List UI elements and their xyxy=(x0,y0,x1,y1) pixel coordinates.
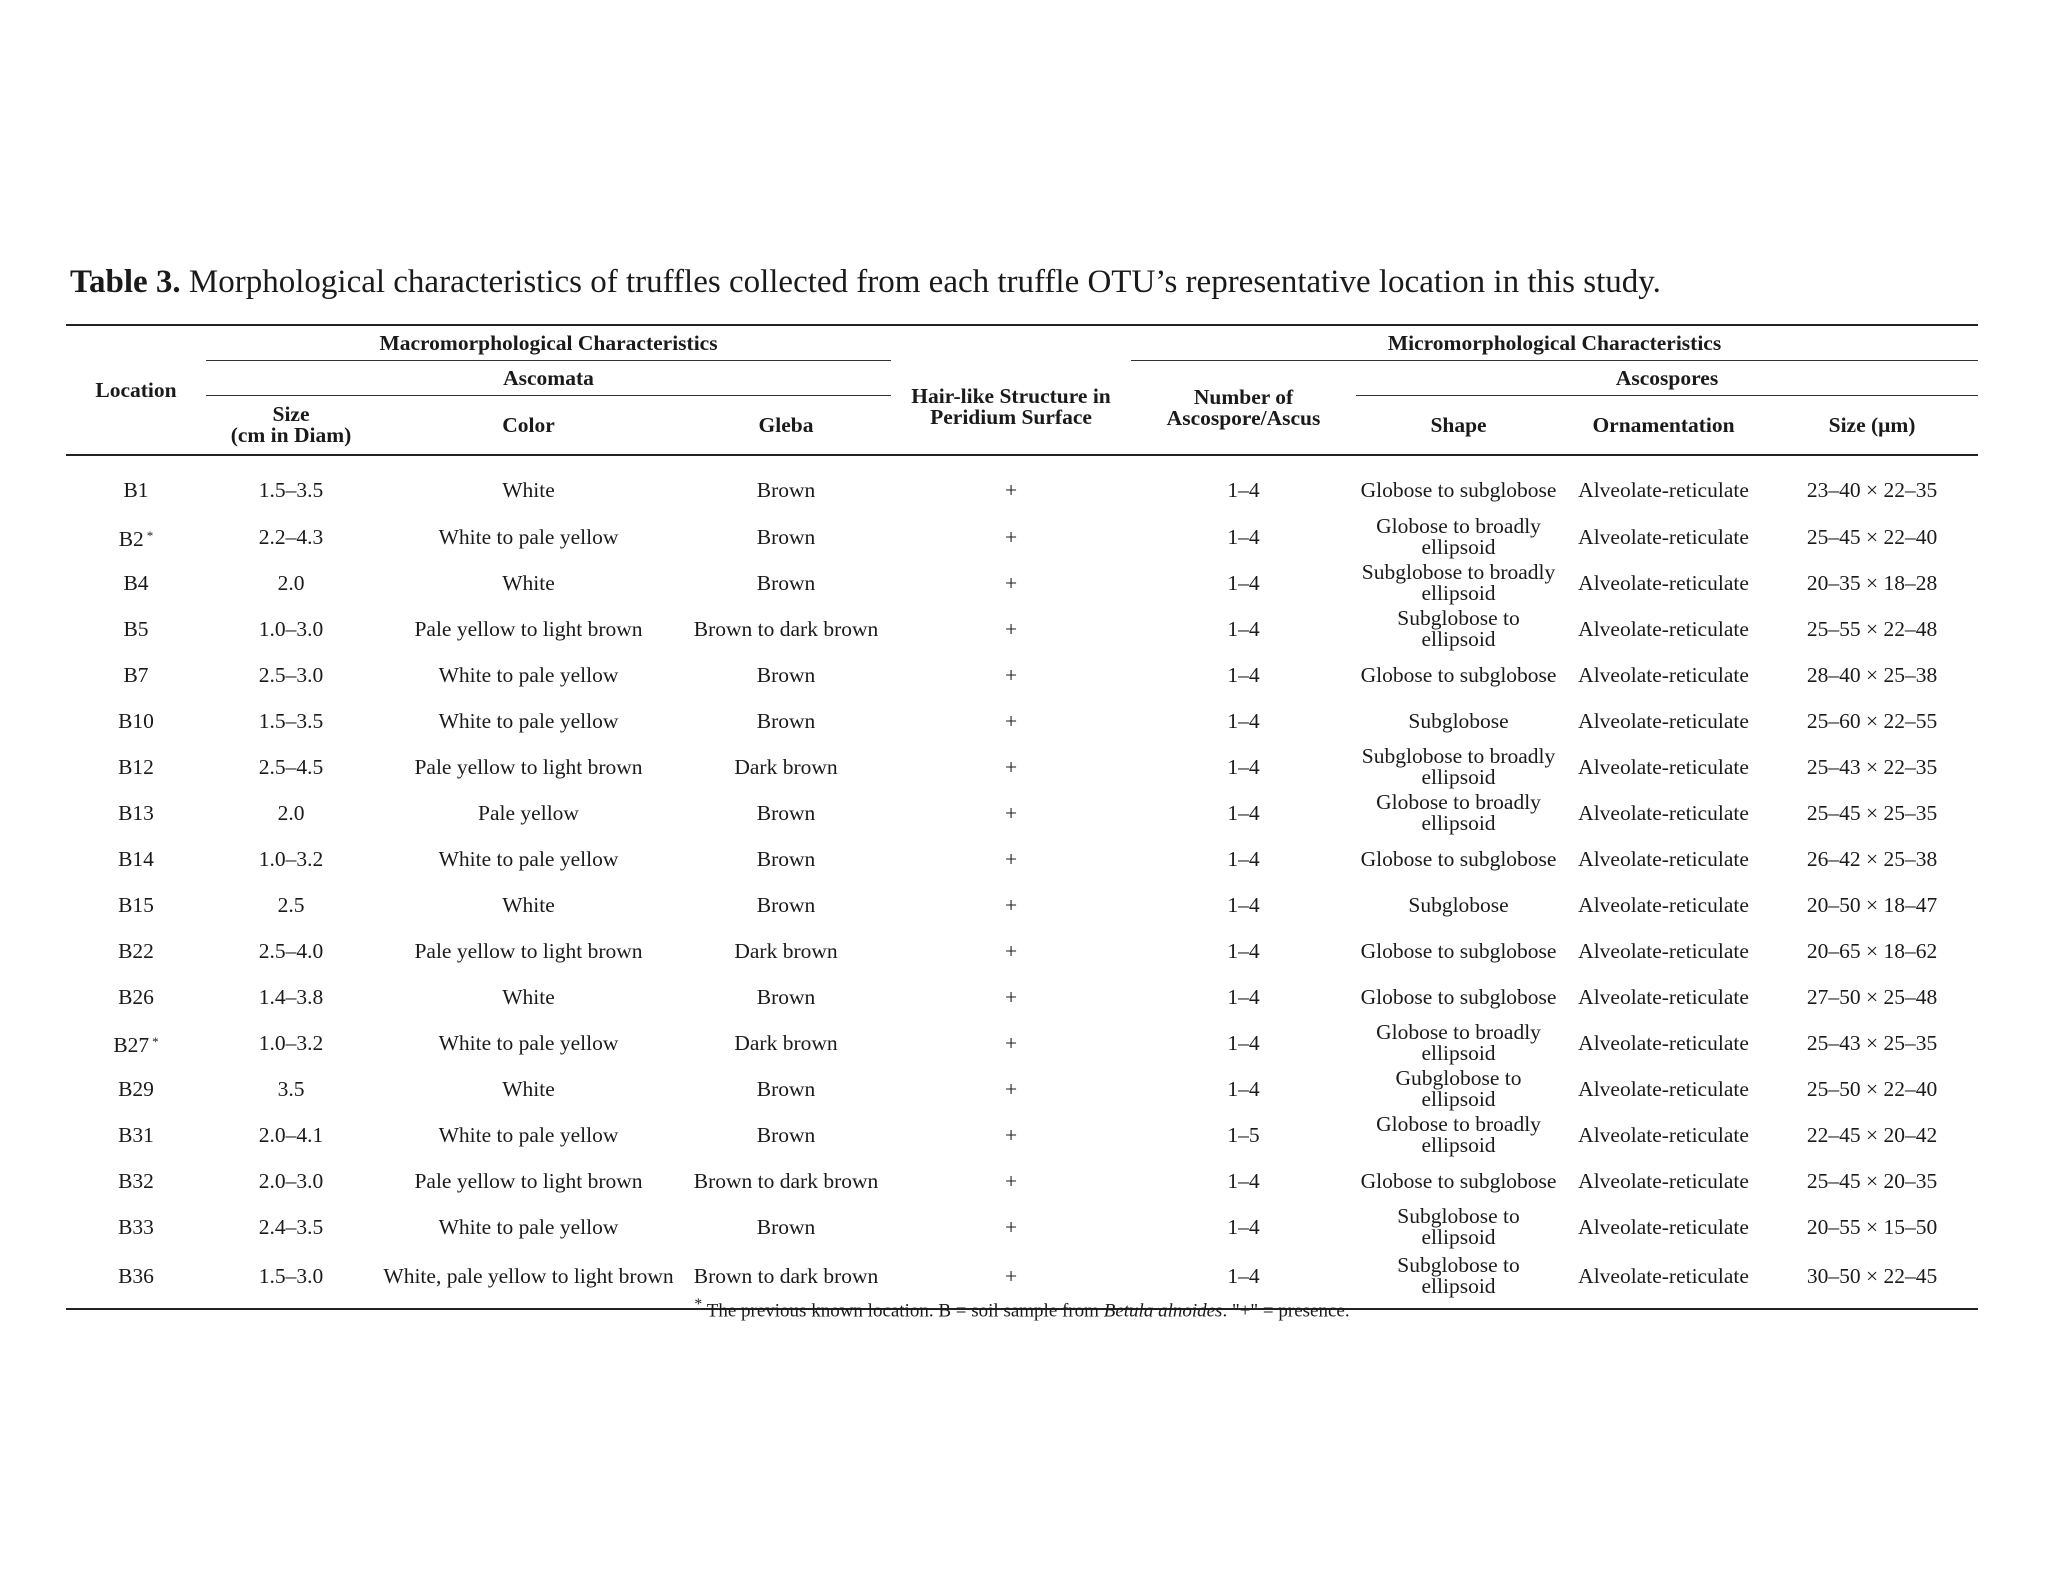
header-size-cm-line1: Size xyxy=(272,402,310,426)
cell-ornamentation: Alveolate-reticulate xyxy=(1578,1030,1749,1055)
cell-size-um: 25–43 × 25–35 xyxy=(1806,1030,1938,1055)
cell-color: White xyxy=(502,570,555,595)
cell-size-cm: 1.0–3.2 xyxy=(258,846,324,871)
cell-size-cm: 2.5–4.0 xyxy=(258,938,324,963)
known-location-mark: * xyxy=(146,527,154,543)
cell-hair: + xyxy=(1004,616,1018,641)
cell-size-um: 20–65 × 18–62 xyxy=(1806,938,1938,963)
cell-location xyxy=(66,606,206,652)
cell-size-um: 25–43 × 22–35 xyxy=(1806,754,1938,779)
table-row xyxy=(66,1020,1978,1066)
cell-location xyxy=(66,974,206,1020)
table-row xyxy=(66,652,1978,698)
cell-shape: Subglobose to ellipsoid xyxy=(1397,606,1520,651)
cell-size-um: 20–55 × 15–50 xyxy=(1806,1214,1938,1239)
cell-location xyxy=(66,744,206,790)
cell-number: 1–4 xyxy=(1227,754,1260,779)
cell-size-um: 25–50 × 22–40 xyxy=(1806,1076,1938,1101)
table-row xyxy=(66,928,1978,974)
header-hair: Hair-like Structure in Peridium Surface xyxy=(891,361,1131,456)
cell-shape: Subglobose xyxy=(1408,708,1509,733)
cell-ornamentation: Alveolate-reticulate xyxy=(1578,616,1749,641)
table-caption xyxy=(70,262,1990,302)
cell-number: 1–4 xyxy=(1227,1168,1260,1193)
cell-size-cm: 1.5–3.0 xyxy=(206,1250,376,1309)
header-ascospores: Ascospores xyxy=(1356,361,1978,396)
table-row xyxy=(66,882,1978,928)
cell-shape: Globose to subglobose xyxy=(1360,984,1557,1009)
cell-size-um: 25–45 × 20–35 xyxy=(1806,1168,1938,1193)
header-macro: Macromorphological Characteristics xyxy=(206,325,891,361)
cell-ornamentation: Alveolate-reticulate xyxy=(1578,1076,1749,1101)
cell-color: Pale yellow to light brown xyxy=(414,938,643,963)
cell-size-um: 20–35 × 18–28 xyxy=(1806,570,1938,595)
table-row xyxy=(66,790,1978,836)
location-label: B29 xyxy=(118,1076,154,1101)
cell-shape: Subglobose to broadly ellipsoid xyxy=(1361,560,1556,605)
location-label: B32 xyxy=(118,1168,154,1193)
location-label: B7 xyxy=(123,662,149,687)
location-label: B26 xyxy=(118,984,154,1009)
cell-hair: + xyxy=(1004,892,1018,917)
location-label: B15 xyxy=(118,892,154,917)
cell-number: 1–4 xyxy=(1227,616,1260,641)
cell-number: 1–4 xyxy=(1227,800,1260,825)
footnote-text-after: . "+" = presence. xyxy=(1222,1300,1350,1322)
cell-number: 1–4 xyxy=(1227,662,1260,687)
cell-gleba: Brown xyxy=(756,800,816,825)
location-label: B12 xyxy=(118,754,154,779)
cell-shape: Globose to subglobose xyxy=(1360,938,1557,963)
cell-size-um: 25–55 × 22–48 xyxy=(1806,616,1938,641)
header-size-cm-line2: (cm in Diam) xyxy=(230,423,352,447)
cell-number: 1–4 xyxy=(1227,1030,1260,1055)
cell-number: 1–4 xyxy=(1227,477,1260,502)
cell-color: Pale yellow to light brown xyxy=(414,1168,643,1193)
cell-color: White to pale yellow xyxy=(438,1030,619,1055)
header-gap xyxy=(891,325,1131,361)
cell-size-cm: 1.5–3.5 xyxy=(258,477,324,502)
location-label: B33 xyxy=(118,1214,154,1239)
cell-location xyxy=(66,560,206,606)
cell-gleba: Brown xyxy=(756,524,816,549)
cell-shape: Globose to broadly ellipsoid xyxy=(1376,514,1541,559)
location-label: B22 xyxy=(118,938,154,963)
cell-shape: Globose to subglobose xyxy=(1360,846,1557,871)
cell-number: 1–4 xyxy=(1227,708,1260,733)
cell-gleba: Brown xyxy=(756,1076,816,1101)
cell-size-cm: 2.4–3.5 xyxy=(258,1214,324,1239)
cell-shape: Globose to subglobose xyxy=(1360,662,1557,687)
location-label: B27 xyxy=(113,1032,150,1057)
cell-gleba: Brown to dark brown xyxy=(693,1168,879,1193)
cell-size-um: 26–42 × 25–38 xyxy=(1806,846,1938,871)
cell-size-cm: 3.5 xyxy=(277,1076,305,1101)
cell-color: White to pale yellow xyxy=(438,524,619,549)
footnote-mark: * xyxy=(694,1296,703,1313)
location-label: B31 xyxy=(118,1122,154,1147)
cell-size-cm: 1.5–3.5 xyxy=(258,708,324,733)
cell-location xyxy=(66,1204,206,1250)
cell-hair: + xyxy=(1004,570,1018,595)
cell-color: Pale yellow xyxy=(478,800,579,825)
location-label: B5 xyxy=(123,616,149,641)
cell-gleba: Brown to dark brown xyxy=(681,1250,891,1309)
cell-size-cm: 2.0–4.1 xyxy=(258,1122,324,1147)
location-label: B1 xyxy=(123,477,149,502)
header-ascomata: Ascomata xyxy=(206,361,891,396)
header-size-um: Size (μm) xyxy=(1766,396,1978,456)
location-label: B13 xyxy=(118,800,154,825)
cell-hair: + xyxy=(1004,938,1018,963)
cell-gleba: Brown xyxy=(756,984,816,1009)
cell-hair: + xyxy=(1004,984,1018,1009)
header-color: Color xyxy=(376,396,681,456)
location-label: B4 xyxy=(123,570,149,595)
cell-gleba: Brown to dark brown xyxy=(693,616,879,641)
cell-ornamentation: Alveolate-reticulate xyxy=(1578,570,1749,595)
cell-hair: + xyxy=(1004,754,1018,779)
cell-hair: + xyxy=(1004,524,1018,549)
cell-hair: + xyxy=(1004,800,1018,825)
cell-number: 1–5 xyxy=(1227,1122,1260,1147)
footnote-species: Betula alnoides xyxy=(1103,1300,1223,1322)
cell-size-um: 25–45 × 22–40 xyxy=(1806,524,1938,549)
location-label: B2 xyxy=(118,526,144,551)
cell-color: White xyxy=(502,477,555,502)
cell-shape: Globose to broadly ellipsoid xyxy=(1376,1020,1541,1065)
cell-size-cm: 1.4–3.8 xyxy=(258,984,324,1009)
cell-number: 1–4 xyxy=(1131,1250,1356,1309)
table-row xyxy=(66,744,1978,790)
table-row xyxy=(66,974,1978,1020)
table-row xyxy=(66,1112,1978,1158)
cell-ornamentation: Alveolate-reticulate xyxy=(1561,1250,1766,1309)
cell-gleba: Brown xyxy=(756,846,816,871)
cell-shape: Subglobose to ellipsoid xyxy=(1397,1204,1520,1249)
cell-location xyxy=(66,1112,206,1158)
cell-color: White to pale yellow xyxy=(438,846,619,871)
table-body xyxy=(66,455,1978,1309)
location-label: B10 xyxy=(118,708,154,733)
header-gleba: Gleba xyxy=(681,396,891,456)
cell-ornamentation: Alveolate-reticulate xyxy=(1578,938,1749,963)
cell-shape: Globose to broadly ellipsoid xyxy=(1376,1112,1541,1157)
cell-color: Pale yellow to light brown xyxy=(414,616,643,641)
cell-size-cm: 2.2–4.3 xyxy=(258,524,324,549)
header-shape: Shape xyxy=(1356,396,1561,456)
cell-ornamentation: Alveolate-reticulate xyxy=(1578,984,1749,1009)
cell-size-cm: 2.0–3.0 xyxy=(258,1168,324,1193)
caption-text: Morphological characteristics of truffles collected from each truffle OTU’s representative location in this study. xyxy=(180,264,1661,300)
cell-size-cm: 2.5–4.5 xyxy=(258,754,324,779)
cell-number: 1–4 xyxy=(1227,892,1260,917)
table-header xyxy=(66,325,1978,455)
header-ornamentation: Ornamentation xyxy=(1561,396,1766,456)
cell-location xyxy=(66,1158,206,1204)
cell-ornamentation: Alveolate-reticulate xyxy=(1578,662,1749,687)
table-row xyxy=(66,1066,1978,1112)
cell-shape: Subglobose to ellipsoid xyxy=(1356,1250,1561,1309)
cell-hair: + xyxy=(1004,708,1018,733)
cell-hair: + xyxy=(1004,846,1018,871)
cell-shape: Subglobose to broadly ellipsoid xyxy=(1361,744,1556,789)
cell-location xyxy=(66,455,206,514)
cell-size-um: 27–50 × 25–48 xyxy=(1806,984,1938,1009)
cell-ornamentation: Alveolate-reticulate xyxy=(1578,1122,1749,1147)
cell-ornamentation: Alveolate-reticulate xyxy=(1578,524,1749,549)
header-number: Number of Ascospore/Ascus xyxy=(1131,361,1356,456)
cell-ornamentation: Alveolate-reticulate xyxy=(1578,708,1749,733)
cell-color: White xyxy=(502,892,555,917)
cell-color: White xyxy=(502,1076,555,1101)
cell-color: White, pale yellow to light brown xyxy=(376,1250,681,1309)
cell-number: 1–4 xyxy=(1227,570,1260,595)
table-label: Table 3. xyxy=(70,264,181,300)
known-location-mark: * xyxy=(152,1033,159,1049)
cell-size-um: 30–50 × 22–45 xyxy=(1766,1250,1978,1309)
cell-location xyxy=(66,514,206,560)
cell-hair: + xyxy=(1004,1076,1018,1101)
cell-size-um: 22–45 × 20–42 xyxy=(1806,1122,1938,1147)
cell-gleba: Dark brown xyxy=(734,938,838,963)
cell-gleba: Brown xyxy=(756,477,816,502)
cell-color: White to pale yellow xyxy=(438,1214,619,1239)
header-size-cm xyxy=(206,396,376,456)
cell-gleba: Brown xyxy=(756,1214,816,1239)
cell-ornamentation: Alveolate-reticulate xyxy=(1578,754,1749,779)
cell-hair: + xyxy=(1004,1122,1018,1147)
cell-size-cm: 1.0–3.2 xyxy=(258,1030,324,1055)
cell-gleba: Brown xyxy=(756,1122,816,1147)
cell-shape: Subglobose xyxy=(1408,892,1509,917)
table-row xyxy=(66,560,1978,606)
cell-gleba: Brown xyxy=(756,708,816,733)
location-label: B14 xyxy=(118,846,154,871)
cell-gleba: Brown xyxy=(756,892,816,917)
cell-color: White xyxy=(502,984,555,1009)
cell-gleba: Dark brown xyxy=(734,754,838,779)
cell-color: Pale yellow to light brown xyxy=(414,754,643,779)
cell-size-cm: 2.5 xyxy=(277,892,305,917)
cell-hair: + xyxy=(1004,1168,1018,1193)
cell-color: White to pale yellow xyxy=(438,708,619,733)
cell-ornamentation: Alveolate-reticulate xyxy=(1578,846,1749,871)
morphology-table-container xyxy=(66,324,1978,1322)
footnote-text-before: The previous known location. B = soil sample from xyxy=(702,1300,1104,1322)
cell-hair: + xyxy=(1004,1030,1018,1055)
cell-location xyxy=(66,928,206,974)
table-row xyxy=(66,698,1978,744)
morphology-table xyxy=(66,324,1978,1310)
table-row xyxy=(66,606,1978,652)
cell-hair: + xyxy=(891,1250,1131,1309)
header-micro: Micromorphological Characteristics xyxy=(1131,325,1978,361)
cell-ornamentation: Alveolate-reticulate xyxy=(1578,1214,1749,1239)
cell-ornamentation: Alveolate-reticulate xyxy=(1578,800,1749,825)
cell-size-cm: 2.5–3.0 xyxy=(258,662,324,687)
cell-number: 1–4 xyxy=(1227,524,1260,549)
cell-shape: Globose to subglobose xyxy=(1360,1168,1557,1193)
cell-ornamentation: Alveolate-reticulate xyxy=(1578,892,1749,917)
cell-location xyxy=(66,698,206,744)
cell-location xyxy=(66,1020,206,1066)
cell-number: 1–4 xyxy=(1227,846,1260,871)
table-row xyxy=(66,836,1978,882)
cell-number: 1–4 xyxy=(1227,1076,1260,1101)
cell-location xyxy=(66,790,206,836)
cell-gleba: Brown xyxy=(756,570,816,595)
cell-ornamentation: Alveolate-reticulate xyxy=(1578,1168,1749,1193)
table-row xyxy=(66,455,1978,514)
cell-number: 1–4 xyxy=(1227,1214,1260,1239)
table-row xyxy=(66,514,1978,560)
cell-size-cm: 2.0 xyxy=(277,800,305,825)
cell-color: White to pale yellow xyxy=(438,662,619,687)
cell-number: 1–4 xyxy=(1227,984,1260,1009)
table-row xyxy=(66,1158,1978,1204)
cell-location xyxy=(66,1066,206,1112)
cell-location xyxy=(66,882,206,928)
cell-hair: + xyxy=(1004,1214,1018,1239)
cell-size-um: 20–50 × 18–47 xyxy=(1806,892,1938,917)
cell-size-um: 28–40 × 25–38 xyxy=(1806,662,1938,687)
cell-gleba: Dark brown xyxy=(734,1030,838,1055)
cell-hair: + xyxy=(1004,662,1018,687)
cell-shape: Gubglobose to ellipsoid xyxy=(1395,1066,1522,1111)
cell-color: White to pale yellow xyxy=(438,1122,619,1147)
header-location: Location xyxy=(66,325,206,455)
cell-size-um: 25–45 × 25–35 xyxy=(1806,800,1938,825)
cell-size-um: 25–60 × 22–55 xyxy=(1806,708,1938,733)
cell-gleba: Brown xyxy=(756,662,816,687)
cell-number: 1–4 xyxy=(1227,938,1260,963)
cell-location xyxy=(66,836,206,882)
cell-size-cm: 1.0–3.0 xyxy=(258,616,324,641)
cell-size-cm: 2.0 xyxy=(277,570,305,595)
cell-ornamentation: Alveolate-reticulate xyxy=(1578,477,1749,502)
table-footnote xyxy=(66,1293,1978,1323)
table-row xyxy=(66,1204,1978,1250)
cell-location xyxy=(66,652,206,698)
cell-hair: + xyxy=(1004,477,1018,502)
cell-shape: Globose to broadly ellipsoid xyxy=(1376,790,1541,835)
location-label: B36 xyxy=(118,1263,154,1288)
cell-size-um: 23–40 × 22–35 xyxy=(1806,477,1938,502)
cell-shape: Globose to subglobose xyxy=(1360,477,1557,502)
